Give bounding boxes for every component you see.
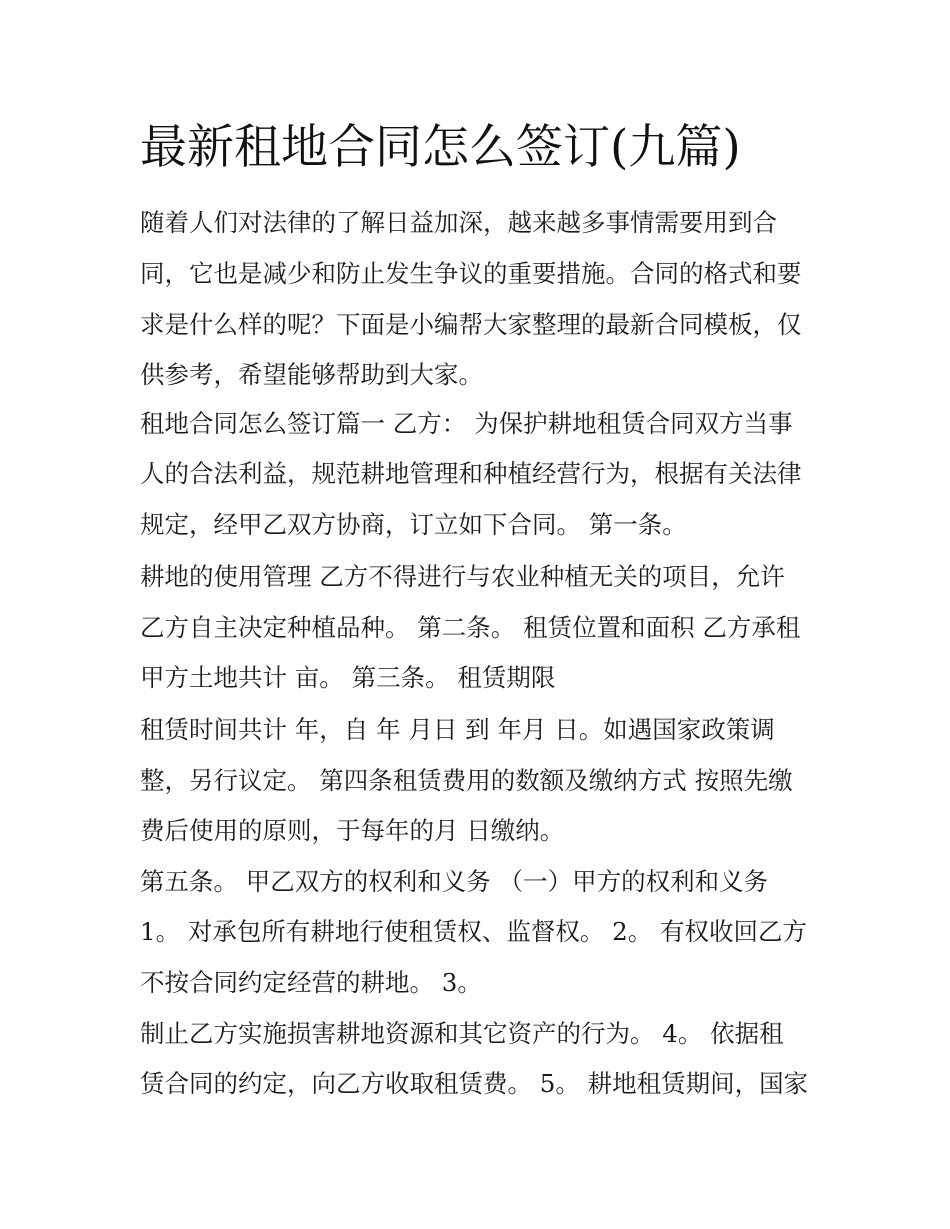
text-line: 耕地的使用管理 乙方不得进行与农业种植无关的项目，允许 <box>140 562 785 591</box>
text-line: 供参考，希望能够帮助到大家。 <box>140 360 483 389</box>
text-line: 不按合同约定经营的耕地。 3。 <box>140 968 482 997</box>
text-line: 租赁时间共计 年，自 年 月日 到 年月 日。如遇国家政策调 <box>140 715 775 744</box>
text-line: 第五条。 甲乙双方的权利和义务 （一）甲方的权利和义务 <box>140 867 769 896</box>
document-title: 最新租地合同怎么签订(九篇) <box>140 120 741 175</box>
text-line: 1。 对承包所有耕地行使租赁权、监督权。 2。 有权收回乙方 <box>140 917 808 946</box>
text-line: 求是什么样的呢？下面是小编帮大家整理的最新合同模板，仅 <box>140 310 802 339</box>
text-line: 乙方自主决定种植品种。 第二条。 租赁位置和面积 乙方承租 <box>140 613 801 642</box>
text-line: 费后使用的原则，于每年的月 日缴纳。 <box>140 816 565 845</box>
text-line: 甲方土地共计 亩。 第三条。 租赁期限 <box>140 663 556 692</box>
text-line: 整，另行议定。 第四条租赁费用的数额及缴纳方式 按照先缴 <box>140 766 793 795</box>
text-line: 制止乙方实施损害耕地资源和其它资产的行为。 4。 依据租 <box>140 1019 784 1048</box>
text-line: 租地合同怎么签订篇一 乙方： 为保护耕地租赁合同双方当事 <box>140 409 793 438</box>
text-line: 随着人们对法律的了解日益加深，越来越多事情需要用到合 <box>140 208 777 237</box>
text-line: 规定，经甲乙双方协商，订立如下合同。 第一条。 <box>140 510 687 539</box>
text-line: 赁合同的约定，向乙方收取租赁费。 5。 耕地租赁期间，国家 <box>140 1069 809 1098</box>
text-line: 同，它也是减少和防止发生争议的重要措施。合同的格式和要 <box>140 259 802 288</box>
text-line: 人的合法利益，规范耕地管理和种植经营行为，根据有关法律 <box>140 459 802 488</box>
